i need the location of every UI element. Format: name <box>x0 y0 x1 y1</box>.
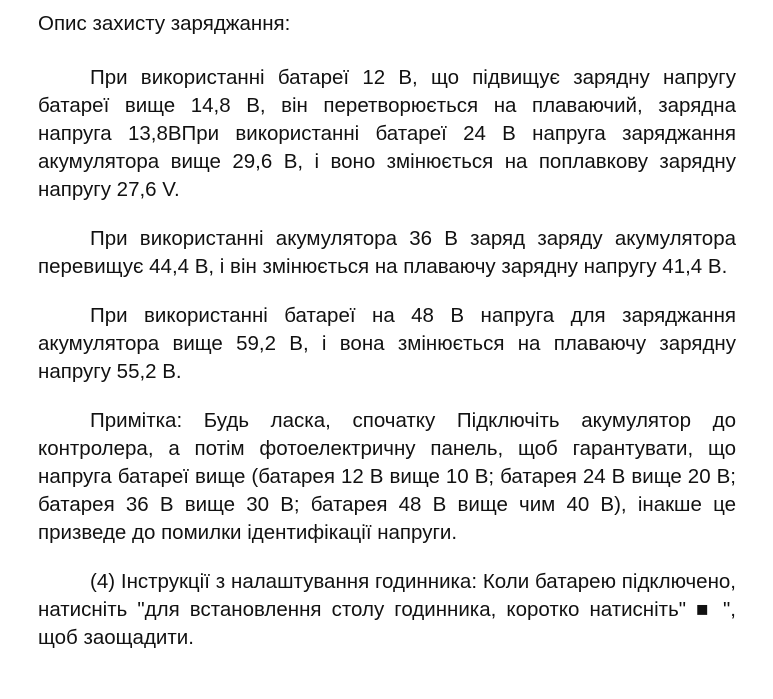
paragraph-36v-battery: При використанні акумулятора 36 В заряд заряду акумулятора перевищує 44,4 В, і він змінюється на плаваючу зарядну напругу 41,4 В. <box>38 227 736 278</box>
paragraph-12v-battery: При використанні батареї 12 В, що підвищує зарядну напругу батареї вище 14,8 В, він перетворюється на плаваючий, зарядна напруга 13,8ВПри використанні батареї 24 В напруга заряджання акумулятора вище 29,6 В, і воно змінюється на поплавкову зарядну напругу 27,6 V. <box>38 66 736 201</box>
paragraph-clock-setup: (4) Інструкції з налаштування годинника: Коли батарею підключено, натисніть "для встановлення столу годинника, коротко натисніть" ■ ", щоб заощадити. <box>38 570 736 649</box>
paragraph-note: Примітка: Будь ласка, спочатку Підключіть акумулятор до контролера, а потім фотоелектричну панель, щоб гарантувати, що напруга батареї вище (батарея 12 В вище 10 В; батарея 24 В вище 20 В; батарея 36 В вище 30 В; батарея 48 В вище чим 40 В), інакше це призведе до помилки ідентифікації напруги. <box>38 409 736 544</box>
paragraph-48v-battery: При використанні батареї на 48 В напруга для заряджання акумулятора вище 59,2 В, і вона змінюється на плаваючу зарядну напругу 55,2 В. <box>38 304 736 383</box>
section-heading: Опис захисту заряджання: <box>38 12 291 35</box>
document-page <box>38 10 736 673</box>
